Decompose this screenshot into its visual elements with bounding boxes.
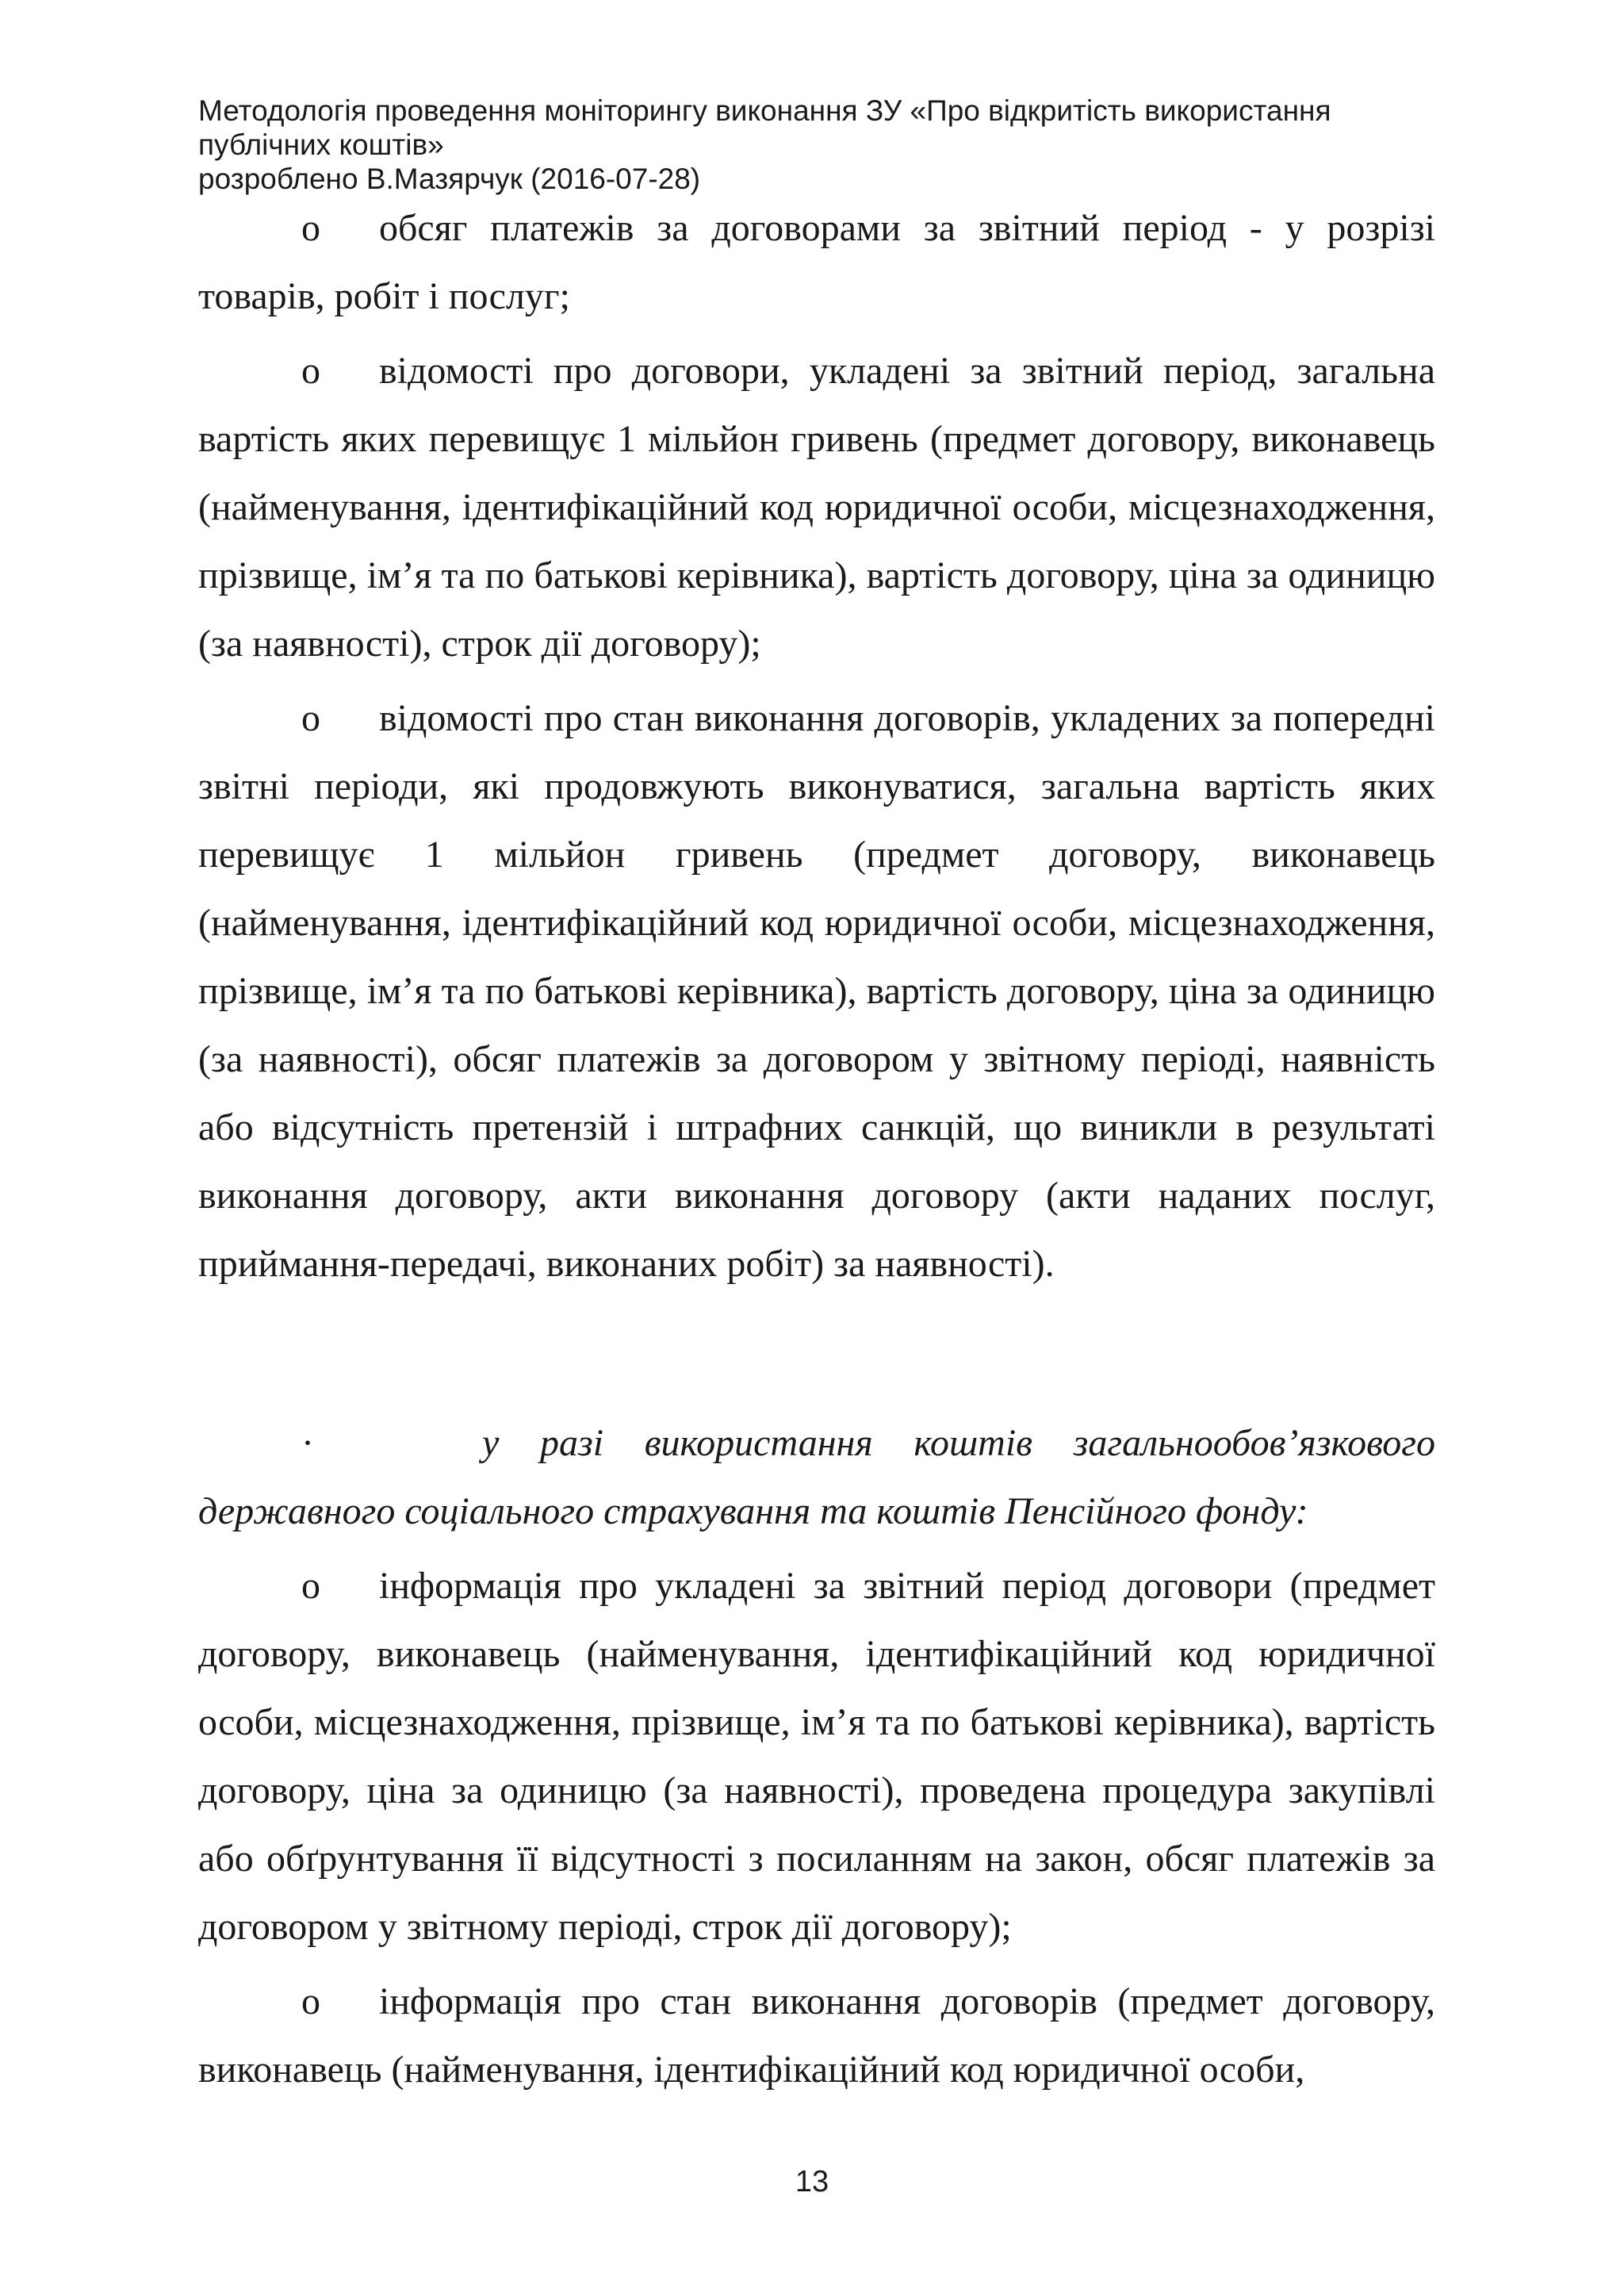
list-item-payments — [198, 194, 1435, 331]
list-item-text: відомості про стан виконання договорів, укладених за попередні звітні періоди, які продовжують виконуватися, загальна вартість яких перевищує 1 мільйон гривень (предмет договору, виконавець (найменування, ідентифікаційний код юридичної особи, місцезнаходження, прізвище, ім’я та по батькові керівника), вартість договору, ціна за одиницю (за наявності), обсяг платежів за договором у звітному періоді, наявність або відсутність претензій і штрафних санкцій, що виникли в результаті виконання договору, акти виконання договору (акти наданих послуг, приймання-передачі, виконаних робіт) за наявності). — [198, 697, 1435, 1285]
bullet-marker: · — [301, 1422, 314, 1464]
list-marker: o — [301, 1565, 320, 1607]
list-marker: o — [301, 1980, 320, 2022]
list-marker: o — [301, 350, 320, 392]
list-item-contracts-concluded — [198, 337, 1435, 678]
page-number: 13 — [795, 2165, 829, 2198]
list-item-text: обсяг платежів за договорами за звітний період - у розрізі товарів, робіт і послуг; — [198, 207, 1435, 317]
list-item-text: інформація про укладені за звітний період договори (предмет договору, виконавець (найменування, ідентифікаційний код юридичної особи, місцезнаходження, прізвище, ім’я та по батькові керівника), вартість договору, ціна за одиницю (за наявності), проведена процедура закупівлі або обґрунтування її відсутності з посиланням на закон, обсяг платежів за договором у звітному періоді, строк дії договору); — [198, 1565, 1435, 1948]
section-heading-text: у разі використання коштів загальнообов’язкового державного соціального страхування та коштів Пенсійного фонду: — [198, 1422, 1435, 1532]
document-body — [198, 194, 1435, 2104]
header-author-date: розроблено В.Мазярчук (2016-07-28) — [198, 163, 701, 195]
list-marker: o — [301, 207, 320, 249]
list-marker: o — [301, 697, 320, 739]
list-item-text: інформація про стан виконання договорів (предмет договору, виконавець (найменування, ідентифікаційний код юридичної особи, — [198, 1980, 1435, 2091]
header-title-line: Методологія проведення моніторингу виконання ЗУ «Про відкритість використання — [198, 94, 1331, 127]
running-header — [198, 94, 1435, 196]
list-item-contracts-status — [198, 684, 1435, 1298]
list-item-info-contracts — [198, 1552, 1435, 1961]
section-heading-social-insurance — [198, 1409, 1435, 1546]
list-item-info-status — [198, 1968, 1435, 2104]
header-title-line-continued: публічних коштів» — [198, 128, 444, 161]
list-item-text: відомості про договори, укладені за звітний період, загальна вартість яких перевищує 1 мільйон гривень (предмет договору, виконавець (найменування, ідентифікаційний код юридичної особи, місцезнаходження, прізвище, ім’я та по батькові керівника), вартість договору, ціна за одиницю (за наявності), строк дії договору); — [198, 350, 1435, 665]
